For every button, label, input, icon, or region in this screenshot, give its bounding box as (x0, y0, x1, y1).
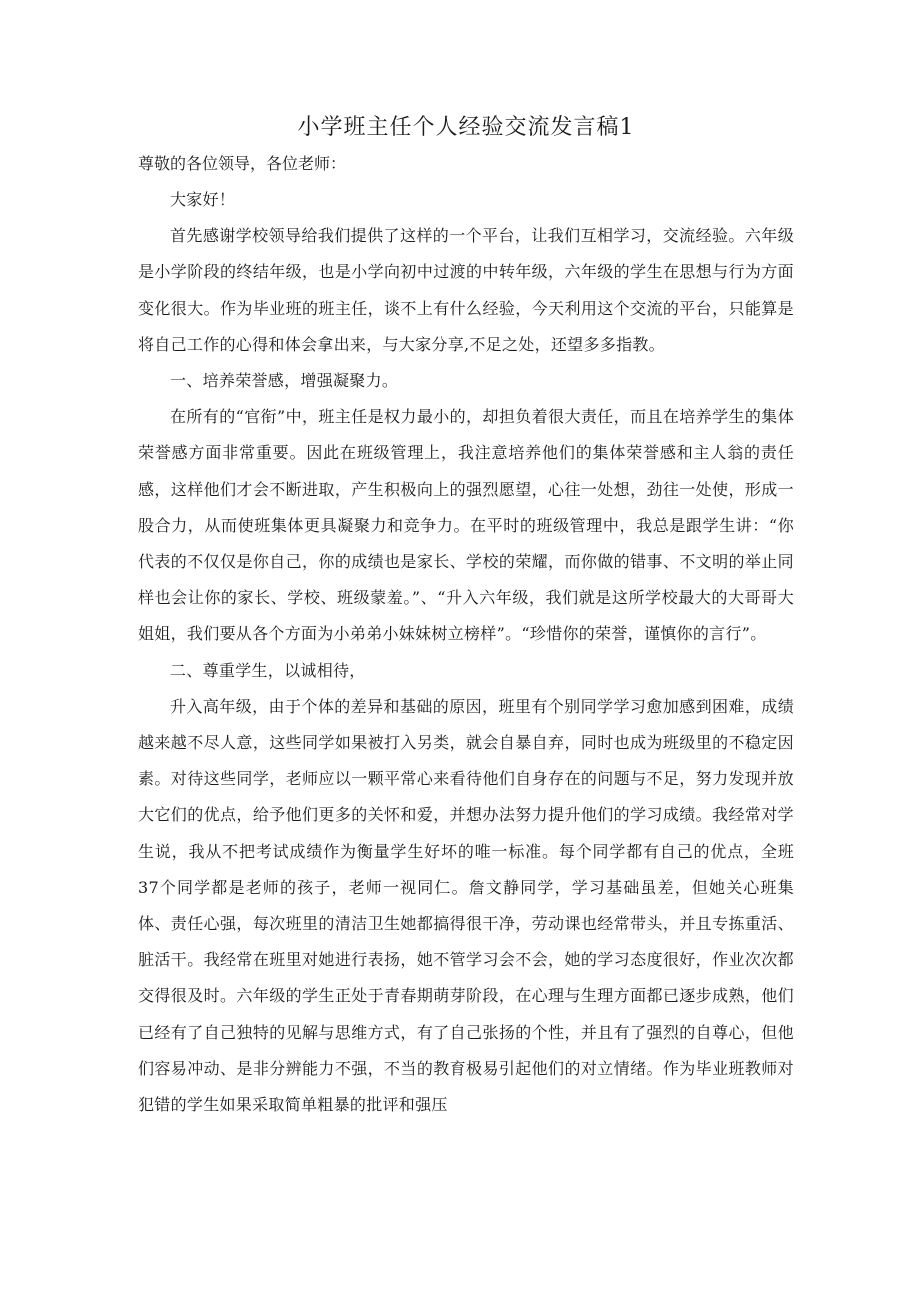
intro-paragraph: 首先感谢学校领导给我们提供了这样的一个平台，让我们互相学习，交流经验。六年级是小学阶段的终结年级，也是小学向初中过渡的中转年级，六年级的学生在思想与行为方面变化很大。作为毕业班的班主任，谈不上有什么经验，今天利用这个交流的平台，只能算是将自己工作的心得和体会拿出来，与大家分享,不足之处，还望多多指教。 (138, 226, 794, 354)
salutation: 尊敬的各位领导，各位老师： (138, 154, 347, 173)
document-page (138, 112, 794, 1123)
section-1-paragraph: 在所有的“官衔”中，班主任是权力最小的，却担负着很大责任，而且在培养学生的集体荣誉感方面非常重要。因此在班级管理上，我注意培养他们的集体荣誉感和主人翁的责任感，这样他们才会不断进取，产生积极向上的强烈愿望，心往一处想，劲往一处使，形成一股合力，从而使班集体更具凝聚力和竞争力。在平时的班级管理中，我总是跟学生讲：“你代表的不仅仅是你自己，你的成绩也是家长、学校的荣耀，而你做的错事、不文明的举止同样也会让你的家长、学校、班级蒙羞。”、“升入六年级，我们就是这所学校最大的大哥哥大姐姐，我们要从各个方面为小弟弟小妹妹树立榜样”。“珍惜你的荣誉，谨慎你的言行”。 (138, 407, 794, 644)
greeting-paragraph: 大家好！ (170, 190, 236, 209)
section-heading-2: 二、尊重学生，以诚相待， (170, 660, 366, 680)
document-title: 小学班主任个人经验交流发言稿1 (297, 115, 635, 140)
section-2-paragraph: 升入高年级，由于个体的差异和基础的原因，班里有个别同学学习愈加感到困难，成绩越来越不尽人意，这些同学如果被打入另类，就会自暴自弃，同时也成为班级里的不稳定因素。对待这些同学，老师应以一颗平常心来看待他们自身存在的问题与不足，努力发现并放大它们的优点，给予他们更多的关怀和爱，并想办法努力提升他们的学习成绩。我经常对学生说，我从不把考试成绩作为衡量学生好坏的唯一标准。每个同学都有自己的优点，全班37个同学都是老师的孩子，老师一视同仁。詹文静同学，学习基础虽差，但她关心班集体、责任心强，每次班里的清洁卫生她都搞得很干净，劳动课也经常带头，并且专拣重活、脏活干。我经常在班里对她进行表扬，她不管学习会不会，她的学习态度很好，作业次次都交得很及时。六年级的学生正处于青春期萌芽阶段，在心理与生理方面都已逐步成熟，他们已经有了自己独特的见解与思维方式，有了自己张扬的个性，并且有了强烈的自尊心，但他们容易冲动、是非分辨能力不强，不当的教育极易引起他们的对立情绪。作为毕业班教师对犯错的学生如果采取简单粗暴的批评和强压 (138, 696, 794, 1115)
section-heading-1: 一、培养荣誉感，增强凝聚力。 (170, 371, 399, 391)
